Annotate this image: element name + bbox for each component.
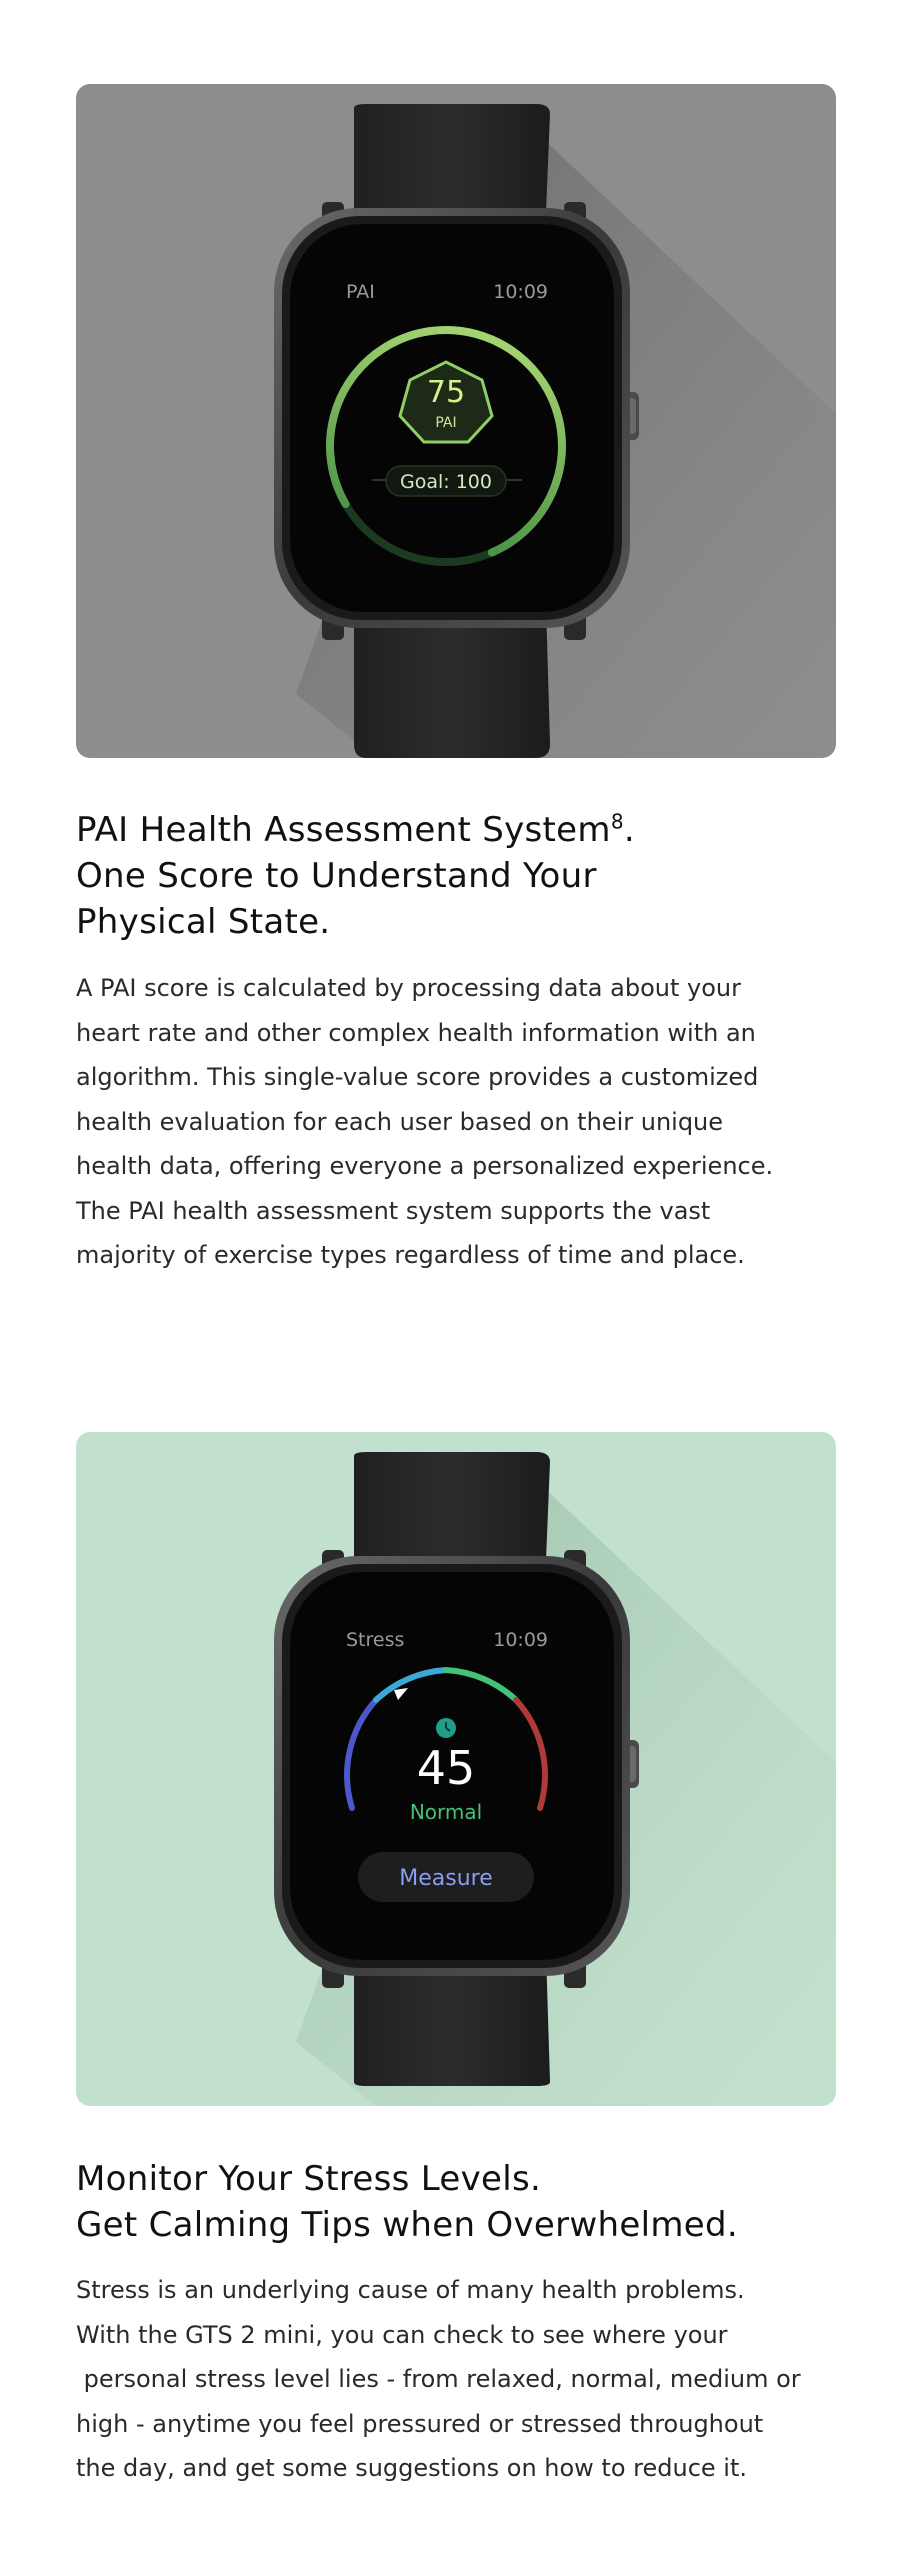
- watch-strap-top: [354, 104, 550, 212]
- pai-watch-illustration: [76, 84, 836, 758]
- stress-text-line: the day, and get some suggestions on how to reduce it.: [76, 2454, 748, 2482]
- stress-heading-line2: Get Calming Tips when Overwhelmed.: [76, 2205, 738, 2245]
- watch-app-label: Stress: [346, 1629, 405, 1651]
- pai-text-line: majority of exercise types regardless of time and place.: [76, 1241, 745, 1269]
- pai-product-image: [76, 84, 836, 758]
- pai-text-line: health data, offering everyone a personalized experience.: [76, 1152, 774, 1180]
- watch-strap-top: [354, 1452, 550, 1560]
- stress-heading-line1: Monitor Your Stress Levels.: [76, 2159, 542, 2199]
- pai-heading-line1-end: .: [623, 810, 635, 850]
- pai-goal: Goal: 100: [400, 471, 492, 493]
- watch-time: 10:09: [493, 1629, 548, 1651]
- watch-app-label: PAI: [346, 281, 375, 303]
- pai-text-line: The PAI health assessment system supports the vast: [76, 1196, 711, 1225]
- pai-description: [76, 966, 856, 1278]
- stress-value: 45: [416, 1741, 476, 1795]
- pai-score: 75: [426, 375, 466, 410]
- stress-status: Normal: [409, 1800, 483, 1824]
- stress-watch-illustration: [76, 1432, 836, 2106]
- pai-text-line: health evaluation for each user based on their unique: [76, 1107, 724, 1136]
- stress-text-line: Stress is an underlying cause of many health problems.: [76, 2276, 745, 2304]
- stress-text-line: With the GTS 2 mini, you can check to see where your: [76, 2320, 728, 2349]
- pai-heading-line2: One Score to Understand Your: [76, 856, 597, 896]
- stress-description: [76, 2268, 856, 2491]
- stress-heading: [76, 2156, 856, 2248]
- footnote-marker: 8: [610, 809, 624, 834]
- pai-text-line: A PAI score is calculated by processing data about your: [76, 974, 741, 1002]
- pai-text-line: algorithm. This single-value score provides a customized: [76, 1063, 759, 1091]
- stress-text-line: personal stress level lies - from relaxed, normal, medium or: [76, 2365, 801, 2393]
- stress-product-image: [76, 1432, 836, 2106]
- pai-heading-line3: Physical State.: [76, 902, 331, 942]
- stress-text-line: high - anytime you feel pressured or stressed throughout: [76, 2409, 764, 2438]
- pai-heading-line1: PAI Health Assessment System: [76, 810, 611, 850]
- pai-heading: [76, 807, 856, 945]
- measure-button-label[interactable]: Measure: [399, 1866, 493, 1891]
- watch-time: 10:09: [493, 281, 548, 303]
- pai-text-line: heart rate and other complex health information with an: [76, 1018, 756, 1047]
- pai-score-unit: PAI: [435, 415, 457, 431]
